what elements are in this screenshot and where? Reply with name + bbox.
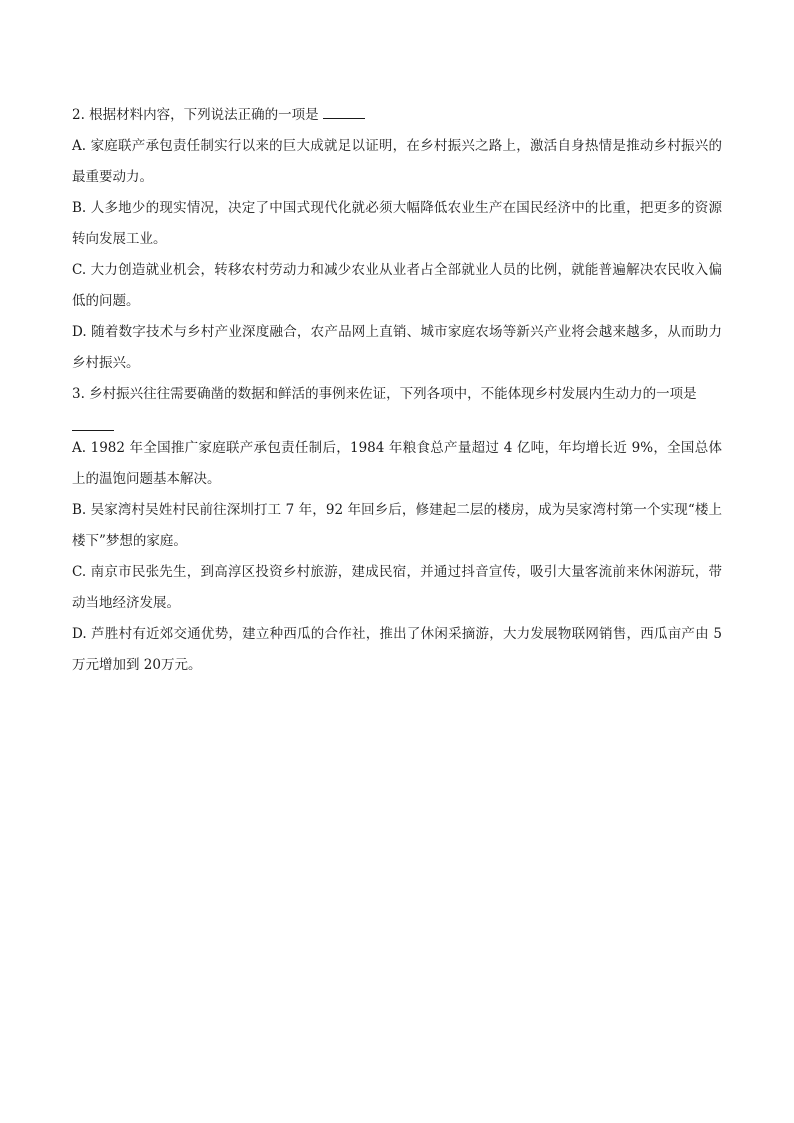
question-content	[72, 100, 722, 681]
answer-blank	[72, 410, 114, 431]
question-3-option-a: A. 1982 年全国推广家庭联产承包责任制后，1984 年粮食总产量超过 4 亿吨，年均增长近 9%，全国总体上的温饱问题基本解决。	[72, 440, 722, 487]
answer-blank	[323, 104, 365, 119]
question-2-option-b: B. 人多地少的现实情况，决定了中国式现代化就必须大幅降低农业生产在国民经济中的比重，把更多的资源转向发展工业。	[72, 200, 722, 247]
question-3-option-b: B. 吴家湾村吴姓村民前往深圳打工 7 年，92 年回乡后，修建起二层的楼房，成为吴家湾村第一个实现“楼上楼下”梦想的家庭。	[72, 502, 722, 549]
question-3-option-c: C. 南京市民张先生，到高淳区投资乡村旅游，建成民宿，并通过抖音宣传，吸引大量客流前来休闲游玩，带动当地经济发展。	[72, 564, 722, 611]
question-2-option-a: A. 家庭联产承包责任制实行以来的巨大成就足以证明，在乡村振兴之路上，激活自身热情是推动乡村振兴的最重要动力。	[72, 138, 722, 185]
question-3-stem	[72, 379, 722, 410]
question-2-stem-text: 2. 根据材料内容，下列说法正确的一项是	[72, 107, 319, 123]
question-2-option-d: D. 随着数字技术与乡村产业深度融合，农产品网上直销、城市家庭农场等新兴产业将会越来越多，从而助力乡村振兴。	[72, 324, 722, 371]
question-2-option-c: C. 大力创造就业机会，转移农村劳动力和减少农业从业者占全部就业人员的比例，就能普遍解决农民收入偏低的问题。	[72, 262, 722, 309]
question-3-stem-text: 3. 乡村振兴往往需要确凿的数据和鲜活的事例来佐证，下列各项中，不能体现乡村发展内生动力的一项是	[72, 386, 697, 402]
question-3-option-d: D. 芦胜村有近郊交通优势，建立种西瓜的合作社，推出了休闲采摘游，大力发展物联网销售，西瓜亩产由 5 万元增加到 20万元。	[72, 626, 722, 673]
question-2-stem	[72, 100, 722, 131]
